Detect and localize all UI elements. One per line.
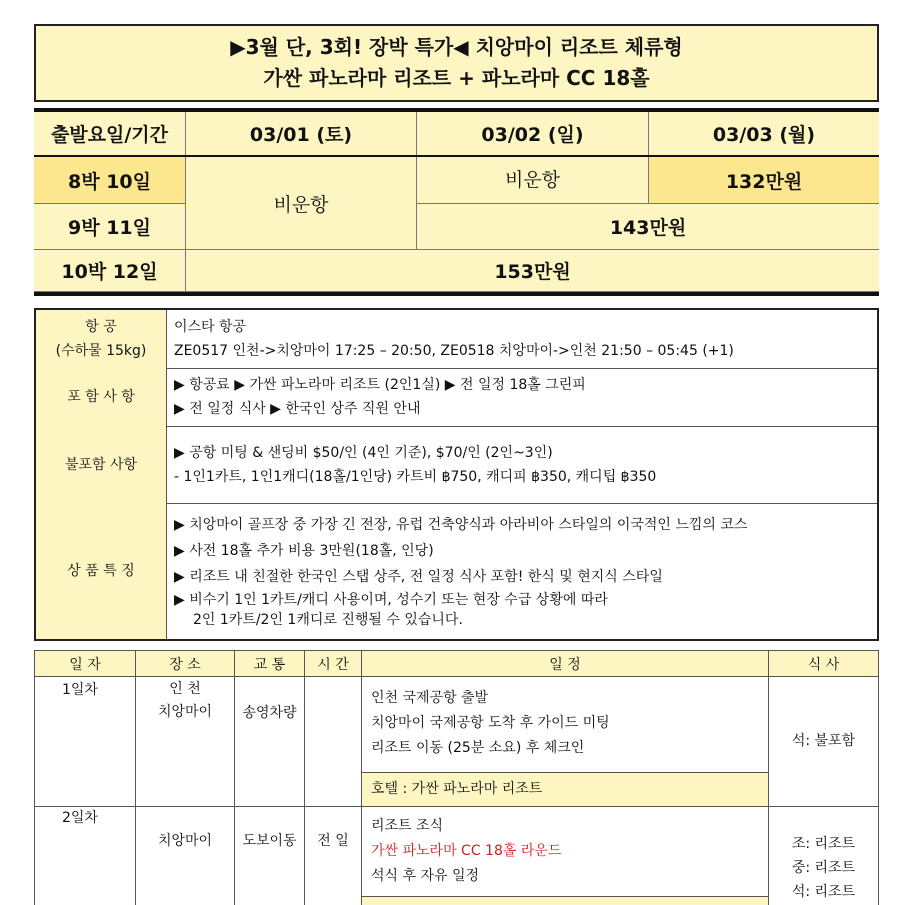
no-flight-0302: 비운항	[417, 157, 649, 204]
airline-row	[36, 310, 877, 369]
airline-label: 항 공 (수하물 15kg)	[36, 310, 167, 368]
included-row	[36, 368, 877, 427]
sched-header-time: 시 간	[304, 650, 362, 677]
features-row	[36, 503, 877, 639]
sched-header-day: 일 자	[34, 650, 136, 677]
price-9n: 143만원	[417, 204, 879, 250]
included-label: 포 함 사 항	[36, 368, 167, 426]
date-0302: 03/02 (일)	[417, 112, 649, 156]
no-flight-0301: 비운항	[186, 157, 417, 250]
day2-hotel-box	[362, 896, 768, 905]
features-value: ▶ 치앙마이 골프장 중 가장 긴 전장, 유럽 건축양식과 아라비아 스타일의 이국적인 느낌의 코스 ▶ 사전 18홀 추가 비용 3만원(18홀, 인당) ▶ 리조트 내 친절한 한국인 스탭 상주, 전 일정 식사 포함! 한식 및 현지식 스타일 ▶ 비수기 1인 1카트/캐디 사용이며, 성수기 또는 현장 수급 상황에 따라 2인 1카트/2인 1캐디로 진행될 수 있습니다.	[174, 517, 748, 628]
day2-meal: 조: 리조트 중: 리조트 석: 리조트	[791, 836, 856, 900]
price-10n: 153만원	[186, 250, 879, 292]
sched-header-place: 장 소	[135, 650, 235, 677]
day2-itinerary: 리조트 조식 가싼 파노라마 CC 18홀 라운드 석식 후 자유 일정	[371, 818, 562, 884]
sched-header-meal: 식 사	[768, 650, 879, 677]
day2-time: 전 일	[317, 833, 349, 849]
day1-label: 1일차	[62, 682, 98, 698]
day1-hotel: 호텔 : 가싼 파노라마 리조트	[371, 781, 543, 797]
sched-header-itinerary: 일 정	[361, 650, 769, 677]
title-line-1: ▶3월 단, 3회! 장박 특가◀ 치앙마이 리조트 체류형	[230, 35, 683, 59]
day1-itinerary: 인천 국제공항 출발 치앙마이 국제공항 도착 후 가이드 미팅 리조트 이동 (25분 소요) 후 체크인	[371, 690, 610, 756]
excluded-value: ▶ 공항 미팅 & 샌딩비 $50/인 (4인 기준), $70/인 (2인~3인) - 1인1카트, 1인1캐디(18홀/1인당) 카트비 ฿750, 캐디피 ฿350, 캐디팁 ฿350	[174, 444, 657, 485]
price-table	[34, 108, 879, 296]
day2-label: 2일차	[62, 810, 98, 826]
day1-hotel-box	[362, 772, 768, 806]
info-table	[34, 308, 879, 641]
sched-header-transport: 교 통	[234, 650, 305, 677]
row-label-9n: 9박 11일	[34, 204, 186, 250]
period-header: 출발요일/기간	[34, 112, 186, 156]
title-line-2: 가싼 파노라마 리조트 + 파노라마 CC 18홀	[263, 66, 650, 90]
title-box	[34, 24, 879, 102]
day1-place: 인 천 치앙마이	[157, 681, 213, 720]
airline-value: 이스타 항공 ZE0517 인천->치앙마이 17:25 – 20:50, ZE0518 치앙마이->인천 21:50 – 05:45 (+1)	[174, 319, 734, 359]
excluded-label: 불포함 사항	[36, 426, 167, 503]
price-0303-8n: 132만원	[649, 157, 879, 204]
date-0301: 03/01 (토)	[186, 112, 417, 156]
features-label: 상 품 특 징	[36, 503, 167, 639]
schedule-table	[34, 650, 879, 905]
included-value: ▶ 항공료 ▶ 가싼 파노라마 리조트 (2인1실) ▶ 전 일정 18홀 그린피 ▶ 전 일정 식사 ▶ 한국인 상주 직원 안내	[174, 377, 586, 417]
excluded-row	[36, 426, 877, 504]
day1-transport: 송영차량	[242, 705, 297, 721]
row-label-8n: 8박 10일	[34, 157, 186, 204]
day2-golf-round: 가싼 파노라마 CC 18홀 라운드	[371, 843, 562, 859]
day2-transport: 도보이동	[242, 833, 297, 849]
date-0303: 03/03 (월)	[649, 112, 879, 156]
day2-place: 치앙마이	[157, 833, 213, 849]
row-label-10n: 10박 12일	[34, 250, 186, 292]
day1-meal: 석: 불포함	[791, 733, 856, 749]
